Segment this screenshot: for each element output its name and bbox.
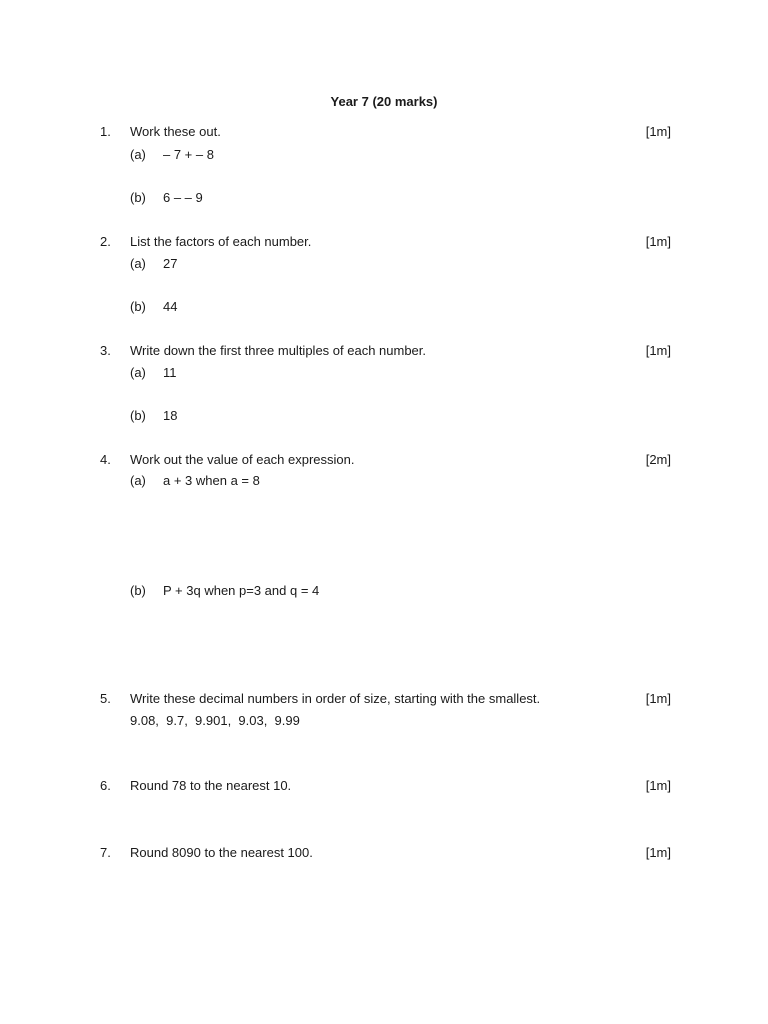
question-text: Work these out. bbox=[130, 124, 221, 139]
question-text: Write down the first three multiples of each number. bbox=[130, 343, 427, 358]
question-number: 3. bbox=[100, 343, 111, 358]
part-text: 11 bbox=[163, 365, 177, 380]
part-text: 18 bbox=[163, 408, 178, 423]
part-text: P + 3q when p=3 and q = 4 bbox=[163, 583, 320, 598]
question-marks: [1m] bbox=[645, 778, 671, 793]
question-text: Round 78 to the nearest 10. bbox=[130, 778, 292, 793]
question-number: 4. bbox=[100, 452, 111, 467]
question-text: List the factors of each number. bbox=[130, 234, 312, 249]
question-marks: [1m] bbox=[645, 124, 671, 139]
part-text: a + 3 when a = 8 bbox=[163, 473, 260, 488]
part-text: 44 bbox=[163, 299, 178, 314]
part-text: – 7 + – 8 bbox=[163, 147, 214, 162]
question-number: 2. bbox=[100, 234, 111, 249]
question-marks: [1m] bbox=[645, 691, 671, 706]
part-label: (a) bbox=[130, 256, 146, 271]
question-number: 5. bbox=[100, 691, 111, 706]
question-text: Write these decimal numbers in order of size, starting with the smallest. bbox=[130, 691, 541, 706]
page-title: Year 7 (20 marks) bbox=[330, 94, 438, 109]
part-label: (a) bbox=[130, 147, 146, 162]
part-label: (a) bbox=[130, 473, 146, 488]
part-text: 6 – – 9 bbox=[163, 190, 203, 205]
part-text: 27 bbox=[163, 256, 178, 271]
question-text: Work out the value of each expression. bbox=[130, 452, 355, 467]
question-marks: [1m] bbox=[645, 234, 671, 249]
part-label: (b) bbox=[130, 583, 146, 598]
part-label: (a) bbox=[130, 365, 146, 380]
question-number: 7. bbox=[100, 845, 111, 860]
part-label: (b) bbox=[130, 408, 146, 423]
question-marks: [1m] bbox=[645, 343, 671, 358]
decimal-list: 9.08, 9.7, 9.901, 9.03, 9.99 bbox=[130, 713, 300, 728]
part-label: (b) bbox=[130, 190, 146, 205]
question-number: 1. bbox=[100, 124, 111, 139]
question-number: 6. bbox=[100, 778, 111, 793]
question-marks: [1m] bbox=[645, 845, 671, 860]
part-label: (b) bbox=[130, 299, 146, 314]
question-text: Round 8090 to the nearest 100. bbox=[130, 845, 313, 860]
question-marks: [2m] bbox=[645, 452, 671, 467]
